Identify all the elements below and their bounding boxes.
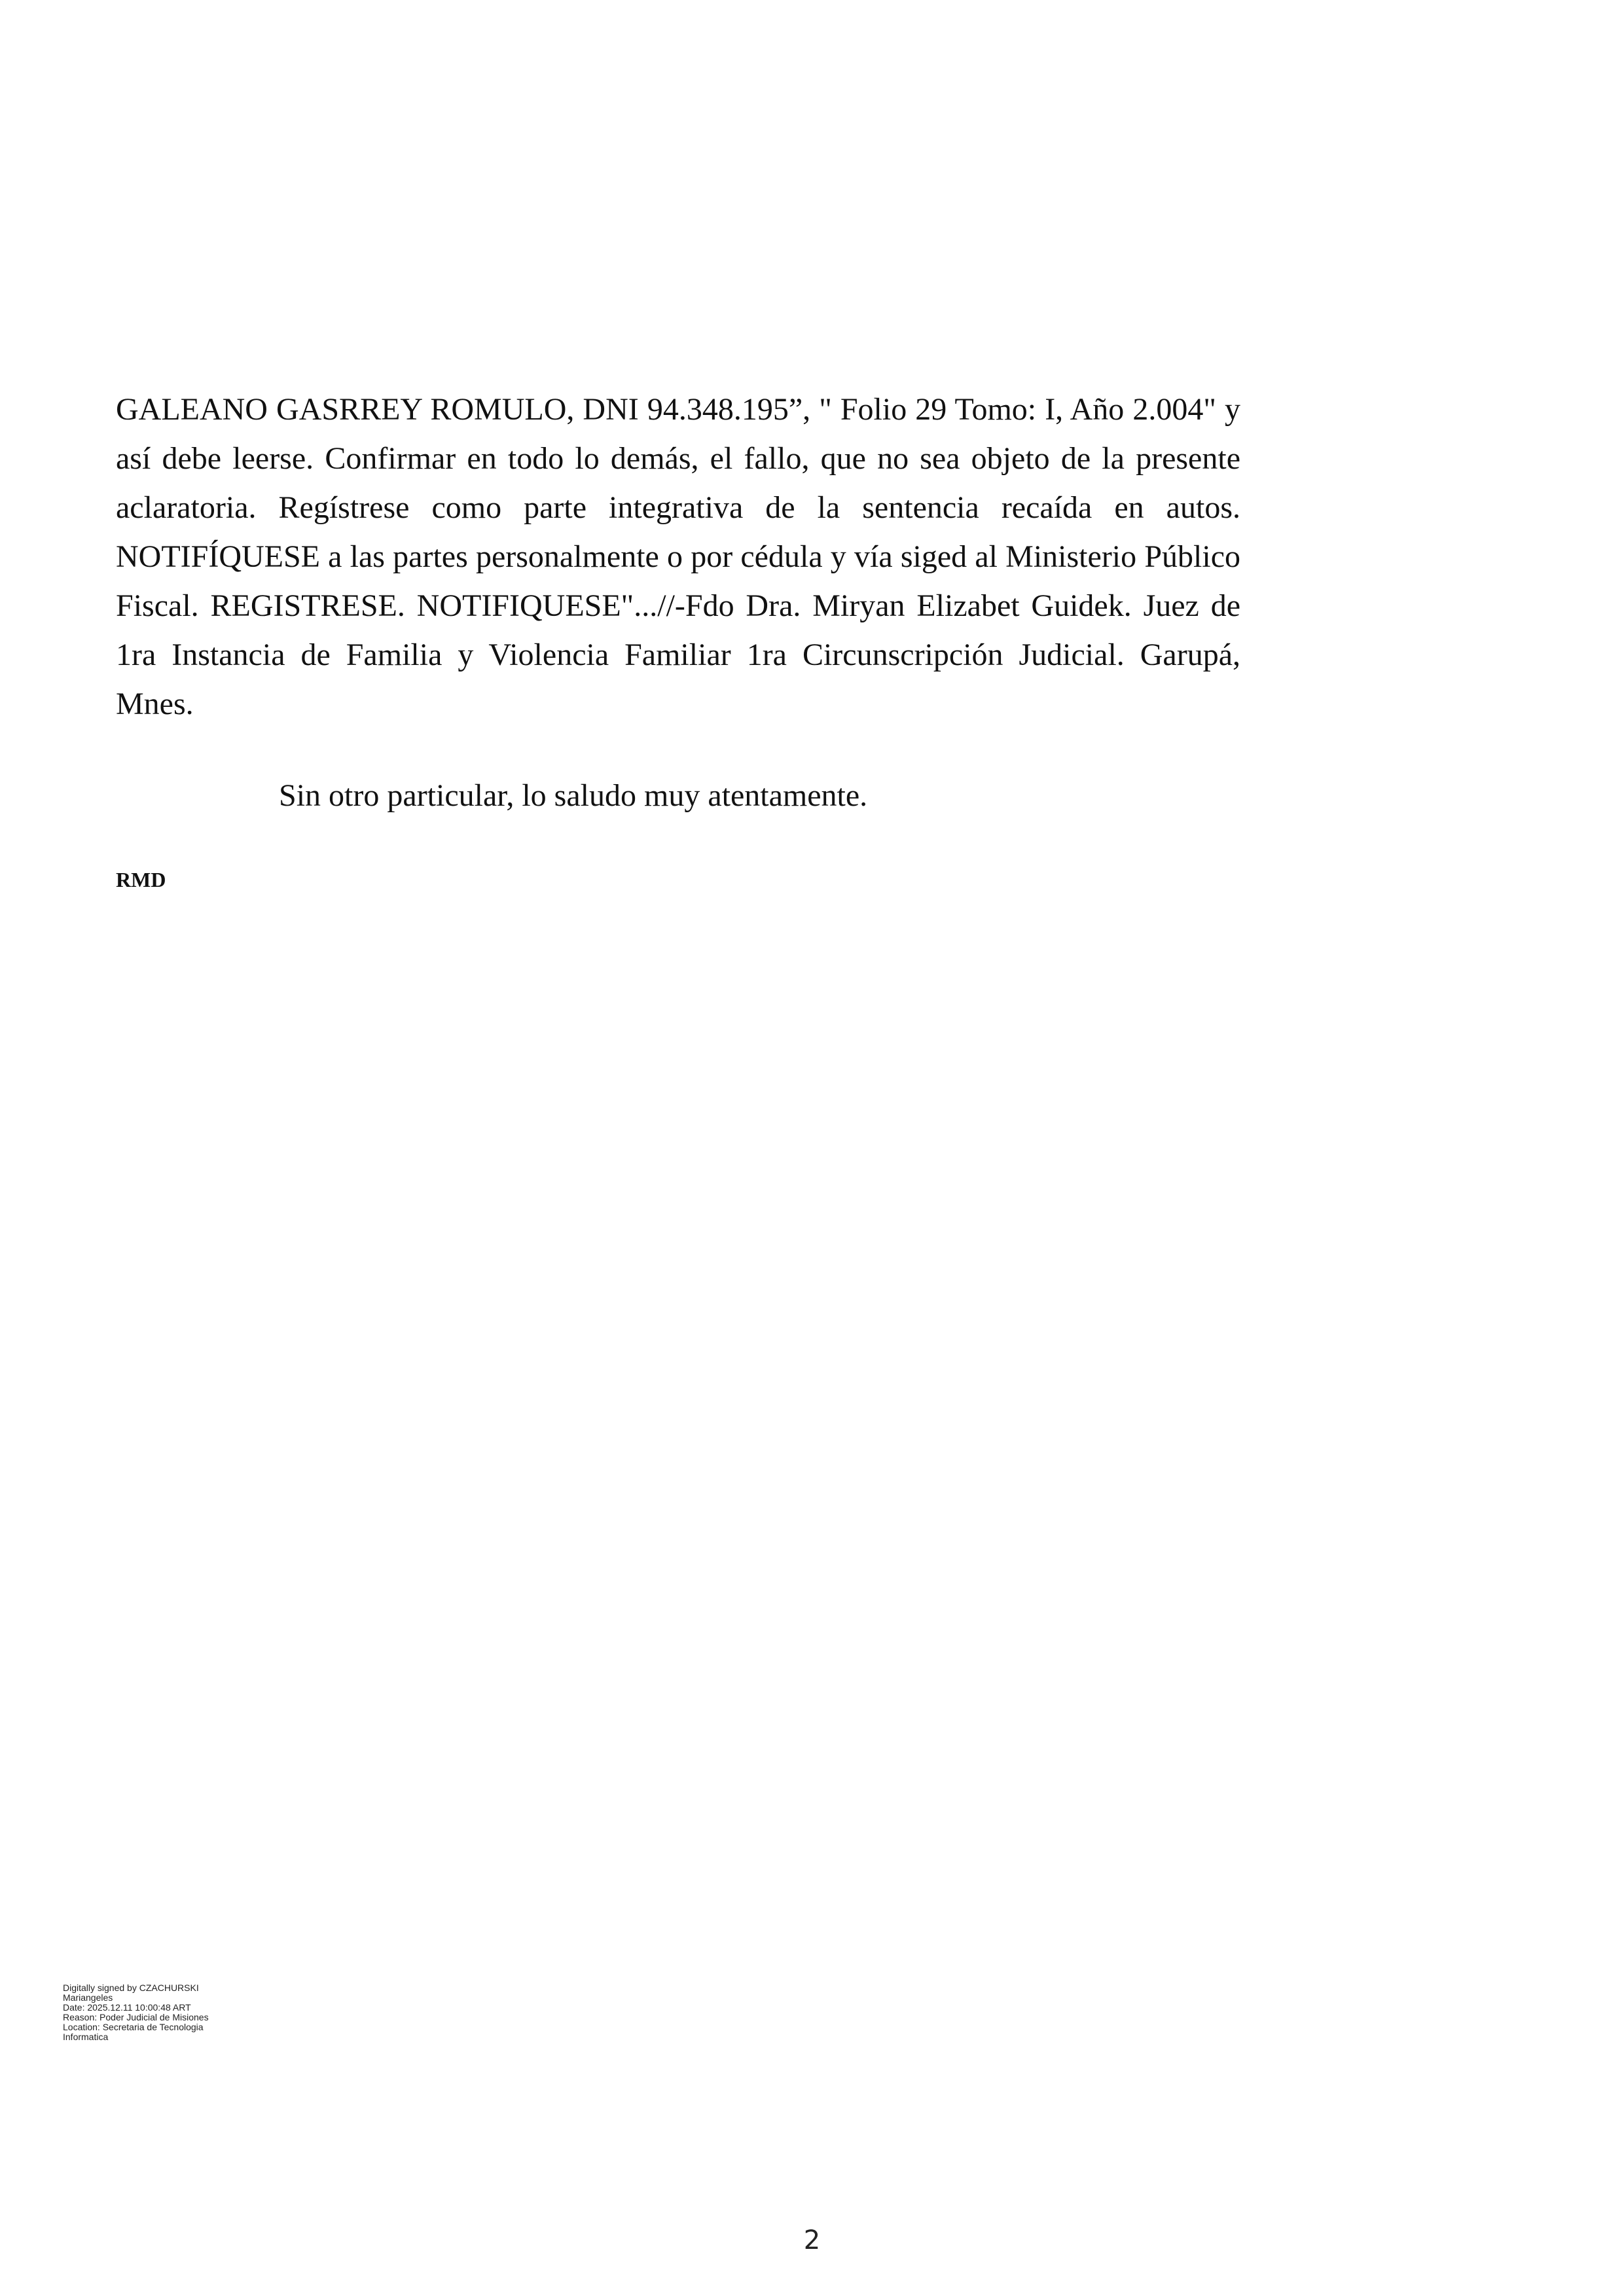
author-initials: RMD [116, 868, 166, 891]
digital-signature-block [63, 1983, 272, 2042]
body-paragraph: GALEANO GASRREY ROMULO, DNI 94.348.195”, " Folio 29 Tomo: I, Año 2.004" y así debe leerse. Confirmar en todo lo demás, el fallo, que no sea objeto de la presente aclaratoria. Regístrese como parte integrativa de la sentencia recaída en autos. NOTIFÍQUESE a las partes personalmente o por cédula y vía siged al Ministerio Público Fiscal. REGISTRESE. NOTIFIQUESE"...//-Fdo Dra. Miryan Elizabet Guidek. Juez de 1ra Instancia de Familia y Violencia Familiar 1ra Circunscripción Judicial. Garupá, Mnes. [116, 392, 1240, 721]
signature-line-date: Date: 2025.12.11 10:00:48 ART [63, 2002, 191, 2013]
signature-line-location: Location: Secretaria de Tecnologia [63, 2022, 204, 2032]
closing-line: Sin otro particular, lo saludo muy atentamente. [279, 778, 868, 813]
signature-line-signer: Digitally signed by CZACHURSKI [63, 1982, 199, 1993]
signature-line-signer-name: Mariangeles [63, 1992, 113, 2003]
signature-line-location-cont: Informatica [63, 2032, 109, 2042]
signature-line-reason: Reason: Poder Judicial de Misiones [63, 2012, 209, 2022]
page-number: 2 [803, 2225, 821, 2255]
